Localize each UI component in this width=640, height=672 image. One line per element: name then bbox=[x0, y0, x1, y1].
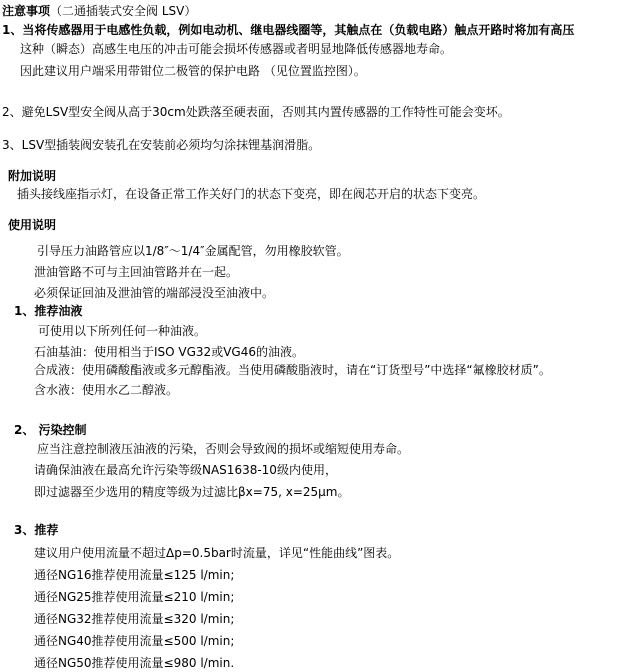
notes-subtitle: （二通插装式安全阀 LSV） bbox=[50, 4, 197, 18]
oil-synthetic: 合成液：使用磷酸酯液或多元醇酯液。当使用磷酸脂液时，请在“订货型号”中选择“氟橡胶材质”。 bbox=[34, 363, 551, 377]
oil-water: 含水液：使用水乙二醇液。 bbox=[34, 383, 179, 397]
pollution-title: 2、 污染控制 bbox=[14, 423, 87, 437]
flow-ng50: 通径NG50推荐使用流量≤980 l/min. bbox=[34, 656, 235, 670]
recommend-intro: 建议用户使用流量不超过Δp=0.5bar时流量，详见“性能曲线”图表。 bbox=[34, 546, 400, 560]
flow-ng32: 通径NG32推荐使用流量≤320 l/min; bbox=[34, 612, 235, 626]
usage-title: 使用说明 bbox=[8, 218, 57, 232]
usage-line-3: 必须保证回油及泄油管的端部浸没至油液中。 bbox=[34, 286, 275, 300]
notes-item-1-line-2: 这种（瞬态）高感生电压的冲击可能会损坏传感器或者明显地降低传感器地寿命。 bbox=[20, 42, 453, 56]
flow-ng16: 通径NG16推荐使用流量≤125 l/min; bbox=[34, 568, 235, 582]
notes-item-1-line-1: 1、当将传感器用于电感性负载，例如电动机、继电器线圈等，其触点在（负载电路）触点开路时将加有高压 bbox=[2, 23, 575, 37]
notes-item-1-line-3: 因此建议用户端采用带钳位二极管的保护电路 （见位置监控图）。 bbox=[20, 64, 366, 78]
oil-intro: 可使用以下所列任何一种油液。 bbox=[38, 324, 207, 338]
flow-ng40: 通径NG40推荐使用流量≤500 l/min; bbox=[34, 634, 235, 648]
pollution-line-2: 请确保油液在最高允许污染等级NAS1638-10级内使用， bbox=[34, 463, 337, 477]
pollution-line-3: 即过滤器至少选用的精度等级为过滤比βx=75, x=25μm。 bbox=[34, 485, 350, 499]
pollution-line-1: 应当注意控制液压油液的污染，否则会导致阀的损坏或缩短使用寿命。 bbox=[37, 442, 410, 456]
usage-line-2: 泄油管路不可与主回油管路并在一起。 bbox=[34, 265, 239, 279]
notes-item-2: 2、避免LSV型安全阀从高于30cm处跌落至硬表面，否则其内置传感器的工作特性可能会变坏。 bbox=[2, 105, 510, 119]
notes-title: 注意事项 bbox=[2, 4, 51, 18]
appendix-text: 插头接线座指示灯，在设备正常工作关好门的状态下变亮，即在阀芯开启的状态下变亮。 bbox=[17, 187, 486, 201]
usage-line-1: 引导压力油路管应以1/8″～1/4″金属配管，勿用橡胶软管。 bbox=[37, 244, 349, 258]
flow-ng25: 通径NG25推荐使用流量≤210 l/min; bbox=[34, 590, 235, 604]
notes-heading bbox=[2, 3, 196, 19]
oil-mineral: 石油基油：使用相当于ISO VG32或VG46的油液。 bbox=[34, 345, 304, 359]
oil-title: 1、推荐油液 bbox=[14, 304, 83, 318]
notes-item-3: 3、LSV型插装阀安装孔在安装前必须均匀涂抹锂基润滑脂。 bbox=[2, 138, 321, 152]
recommend-title: 3、推荐 bbox=[14, 523, 59, 537]
appendix-title: 附加说明 bbox=[8, 169, 57, 183]
